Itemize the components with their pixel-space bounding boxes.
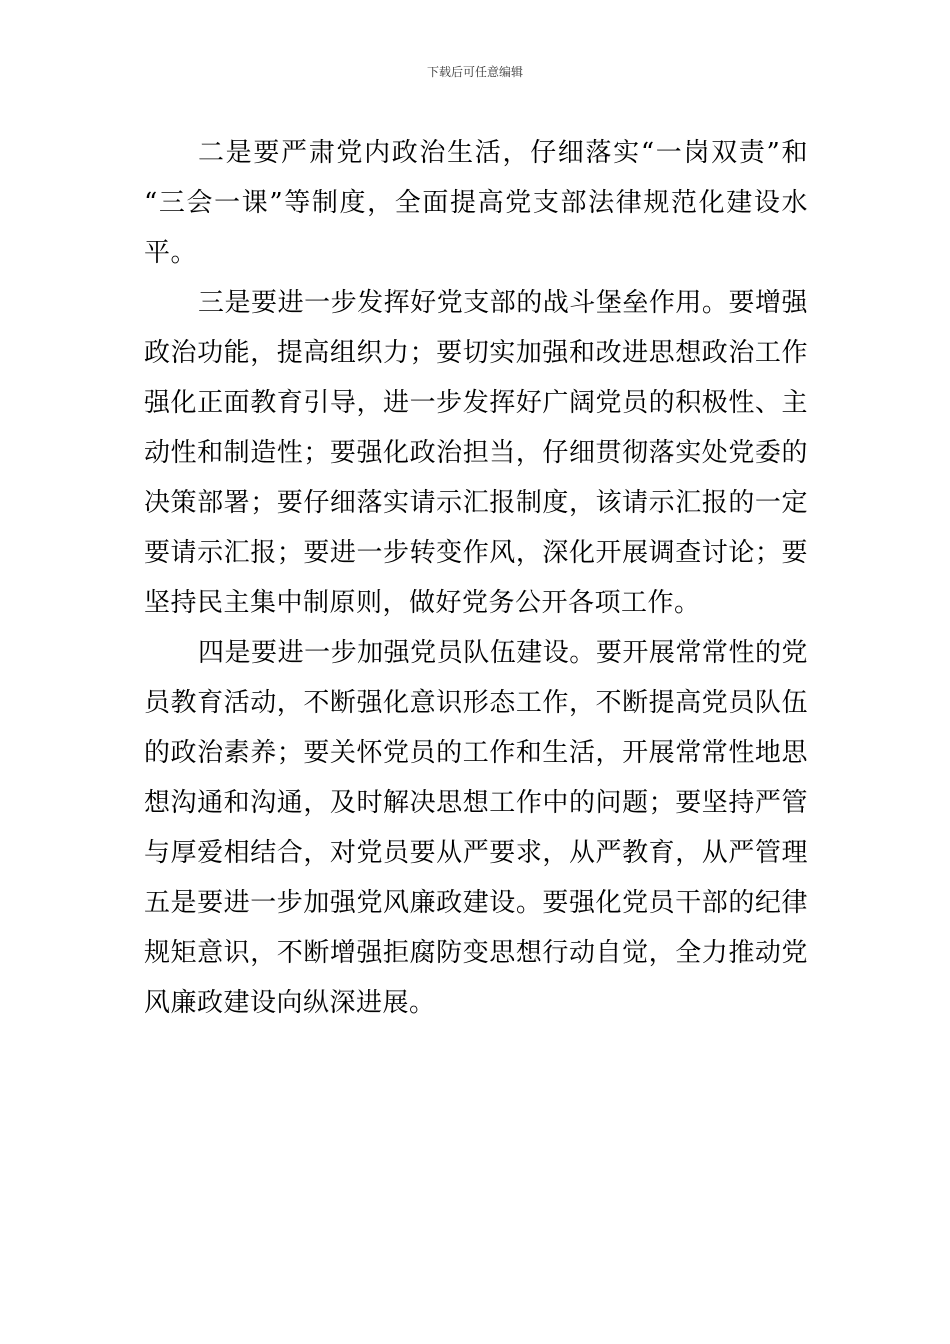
paragraph-3-line-7: 规矩意识，不断增强拒腐防变思想行动自觉，全力推动党 bbox=[144, 938, 808, 968]
paragraph-3-line-5: 与厚爱相结合，对党员要从严要求，从严教育，从严管理 bbox=[144, 838, 808, 868]
paragraph-2-line-2: 政治功能，提高组织力；要切实加强和改进思想政治工作 bbox=[144, 338, 808, 368]
paragraph-2-line-1: 三是要进一步发挥好党支部的战斗堡垒作用。要增强 bbox=[198, 288, 808, 318]
paragraph-1-line-3: 平。 bbox=[144, 238, 198, 268]
paragraph-3-line-8: 风廉政建设向纵深进展。 bbox=[144, 988, 436, 1018]
page-header: 下载后可任意编辑 bbox=[426, 65, 523, 79]
paragraph-2-line-4: 动性和制造性；要强化政治担当，仔细贯彻落实处党委的 bbox=[144, 438, 808, 468]
paragraph-1-line-2: “三会一课”等制度，全面提高党支部法律规范化建设水 bbox=[144, 188, 808, 218]
paragraph-1-line-1: 二是要严肃党内政治生活，仔细落实“一岗双责”和 bbox=[198, 138, 808, 168]
paragraph-2-line-6: 要请示汇报；要进一步转变作风，深化开展调查讨论；要 bbox=[144, 538, 808, 568]
paragraph-3-line-3: 的政治素养；要关怀党员的工作和生活，开展常常性地思 bbox=[144, 738, 808, 768]
paragraph-3-line-6: 五是要进一步加强党风廉政建设。要强化党员干部的纪律 bbox=[144, 888, 808, 918]
paragraph-2-line-7: 坚持民主集中制原则，做好党务公开各项工作。 bbox=[144, 588, 701, 618]
paragraph-3-line-4: 想沟通和沟通，及时解决思想工作中的问题；要坚持严管 bbox=[144, 788, 808, 818]
paragraph-2-line-3: 强化正面教育引导，进一步发挥好广阔党员的积极性、主 bbox=[144, 388, 808, 418]
paragraph-3-line-2: 员教育活动，不断强化意识形态工作，不断提高党员队伍 bbox=[144, 688, 808, 718]
paragraph-2-line-5: 决策部署；要仔细落实请示汇报制度，该请示汇报的一定 bbox=[144, 488, 808, 518]
paragraph-3-line-1: 四是要进一步加强党员队伍建设。要开展常常性的党 bbox=[198, 638, 808, 668]
document-body bbox=[144, 128, 808, 1028]
